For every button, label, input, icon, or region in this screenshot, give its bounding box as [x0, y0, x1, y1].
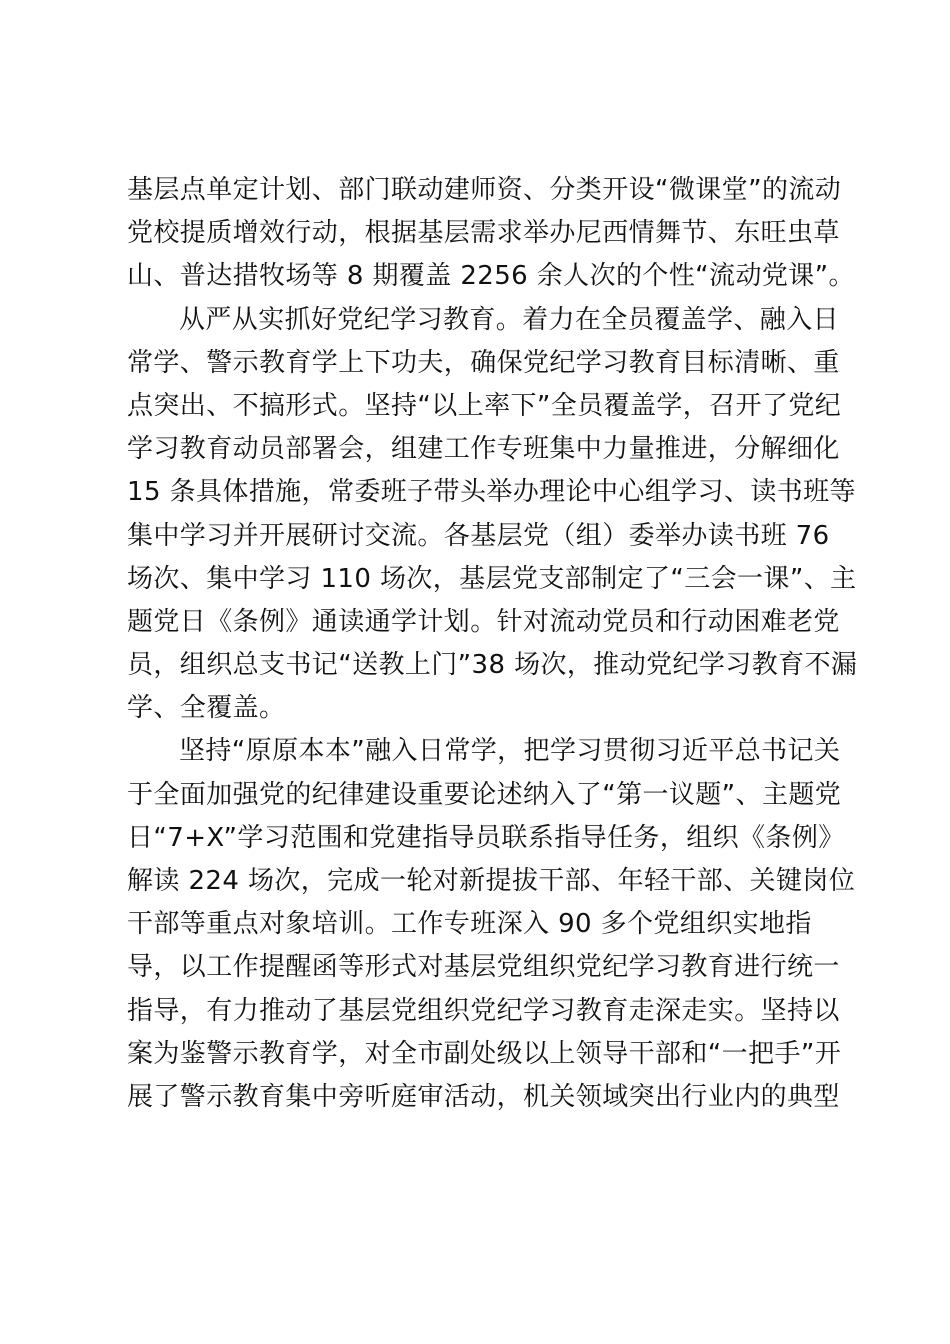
text-line: 展了警示教育集中旁听庭审活动，机关领域突出行业内的典型 — [127, 1081, 840, 1112]
text-line: 解读 224 场次，完成一轮对新提拔干部、年轻干部、关键岗位 — [127, 866, 856, 896]
text-line: 题党日《条例》通读通学计划。针对流动党员和行动困难老党 — [127, 606, 840, 637]
text-line: 学、全覆盖。 — [127, 693, 286, 724]
text-line: 基层点单定计划、部门联动建师资、分类开设“微课堂”的流动 — [127, 175, 842, 205]
text-line: 15 条具体措施，常委班子带头举办理论中心组学习、读书班等 — [127, 477, 856, 508]
text-line: 学习教育动员部署会，组建工作专班集中力量推进，分解细化 — [127, 434, 840, 465]
paragraph-continuation — [127, 169, 855, 299]
text-line: 点突出、不搞形式。坚持“以上率下”全员覆盖学，召开了党纪 — [127, 390, 842, 421]
text-line: 坚持“原原本本”融入日常学，把学习贯彻习近平总书记关 — [179, 736, 841, 767]
text-line: 于全面加强党的纪律建设重要论述纳入了“第一议题”、主题党 — [127, 779, 842, 810]
paragraph-strict-discipline — [127, 299, 858, 731]
text-line: 党校提质增效行动，根据基层需求举办尼西情舞节、东旺虫草 — [127, 218, 840, 249]
paragraph-original-text — [127, 730, 856, 1119]
text-line: 场次、集中学习 110 场次，基层党支部制定了“三会一课”、主 — [127, 563, 857, 594]
text-line: 案为鉴警示教育学，对全市副处级以上领导干部和“一把手”开 — [127, 1038, 842, 1069]
text-line: 干部等重点对象培训。工作专班深入 90 多个党组织实地指 — [127, 909, 812, 940]
text-line: 导，以工作提醒函等形式对基层党组织党纪学习教育进行统一 — [127, 952, 840, 983]
text-line: 日“7+X”学习范围和党建指导员联系指导任务，组织《条例》 — [127, 822, 845, 853]
text-line: 指导，有力推动了基层党组织党纪学习教育走深走实。坚持以 — [127, 995, 840, 1026]
text-line: 集中学习并开展研讨交流。各基层党（组）委举办读书班 76 — [127, 520, 830, 551]
document-body — [127, 169, 858, 1119]
text-line: 常学、警示教育学上下功夫，确保党纪学习教育目标清晰、重 — [127, 347, 840, 378]
text-line: 员，组织总支书记“送教上门”38 场次，推动党纪学习教育不漏 — [127, 650, 858, 681]
text-line: 山、普达措牧场等 8 期覆盖 2256 余人次的个性“流动党课”。 — [127, 261, 855, 292]
text-line: 从严从实抓好党纪学习教育。着力在全员覆盖学、融入日 — [179, 304, 840, 335]
